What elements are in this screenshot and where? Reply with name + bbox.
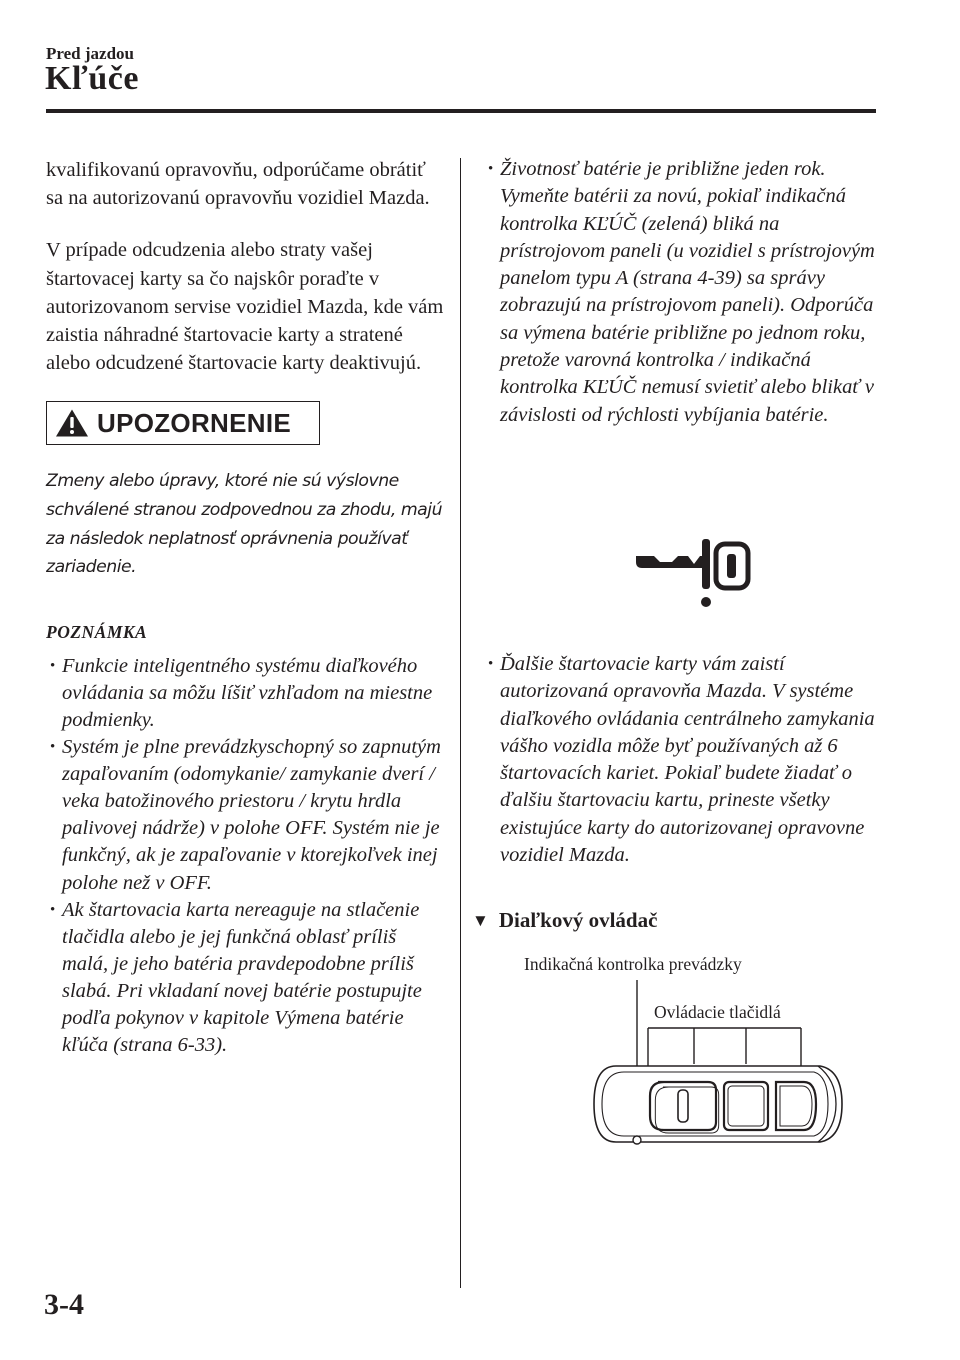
list-item: • Funkcie inteligentného systému diaľkového ovládania sa môžu líšiť vzhľadom na miestne podmienky.: [46, 653, 446, 734]
list-item: • Systém je plne prevádzkyschopný so zapnutým zapaľovaním (odomykanie/ zamykanie dverí / veka batožinového priestoru / krytu hrdla palivovej nádrže) v polohe OFF. Systém nie je funkčný, ak je zapaľovanie v ktorejkoľvek inej polohe než v OFF.: [46, 734, 446, 897]
warning-title: UPOZORNENIE: [97, 407, 291, 438]
figure-label-buttons: Ovládacie tlačidlá: [654, 1002, 781, 1022]
remote-illustration: [524, 954, 864, 1164]
note-title: POZNÁMKA: [46, 621, 148, 642]
right-column: [472, 156, 884, 1022]
remote-key-fob-illustration: [524, 954, 864, 1164]
subheading-text: Diaľkový ovládač: [498, 908, 658, 932]
left-column: [46, 156, 446, 1059]
bullet-list-battery: [484, 156, 884, 429]
paragraph-theft: V prípade odcudzenia alebo straty vašej štartovacej karty sa čo najskôr poraďte v autorizovanom servise vozidiel Mazda, kde vám zaistia náhradné štartovacie karty a stratené alebo odcudzené štartovacie karty deaktivujú.: [46, 239, 444, 375]
list-item: • Ďalšie štartovacie karty vám zaistí autorizovaná opravovňa Mazda. V systéme diaľkového ovládania centrálneho zamykania vášho vozidla môže byť používaných až 6 štartovacích kariet. Pokiaľ budete žiadať o ďalšiu štartovaciu kartu, prineste všetky existujúce karty do autorizovanej opravovne vozidiel Mazda.: [484, 651, 884, 869]
list-item: • Ak štartovacia karta nereaguje na stlačenie tlačidla alebo je jej funkčná oblasť príliš malá, je jeho batéria pravdepodobne príliš slabá. Pri vkladaní novej batérie postupujte podľa pokynov v kapitole Výmena batérie kľúča (strana 6-33).: [46, 897, 446, 1060]
list-item: • Životnosť batérie je približne jeden rok. Vymeňte batérii za novú, pokiaľ indikačná kontrolka KĽÚČ (zelená) bliká na prístrojovom paneli (u vozidiel s prístrojovým panelom typu A (strana 4-39) sa správy zobrazujú na prístrojovom paneli). Odporúča sa výmena batérie približne po jednom roku, pretože varovná kontrolka / indikačná kontrolka KĽÚČ nemusí svietiť alebo blikať v závislosti od rýchlosti vybíjania batérie.: [484, 156, 884, 429]
warning-text: Zmeny alebo úpravy, ktoré nie sú výslovne schválené stranou zodpovednou za zhodu, majú za následok neplatnosť oprávnenia používať zariadenie.: [46, 471, 443, 578]
header-rule: [46, 109, 876, 113]
triangle-down-icon: ▼: [472, 910, 489, 930]
paragraph-continued: kvalifikovanú opravovňu, odporúčame obrátiť sa na autorizovanú opravovňu vozidiel Mazda.: [46, 159, 430, 210]
section-label: Pred jazdou: [46, 44, 134, 63]
warning-box: [46, 401, 320, 445]
bullet-list-cards: [484, 651, 884, 869]
note-list: [46, 653, 446, 1059]
subheading-remote: [472, 908, 657, 933]
warning-triangle-icon: [55, 408, 89, 438]
figure-label-indicator: Indikačná kontrolka prevádzky: [524, 954, 742, 974]
key-warning-icon: [632, 536, 752, 614]
column-divider: [460, 158, 461, 1288]
page-number: 3-4: [44, 1288, 84, 1321]
page-title: Kľúče: [45, 60, 139, 97]
